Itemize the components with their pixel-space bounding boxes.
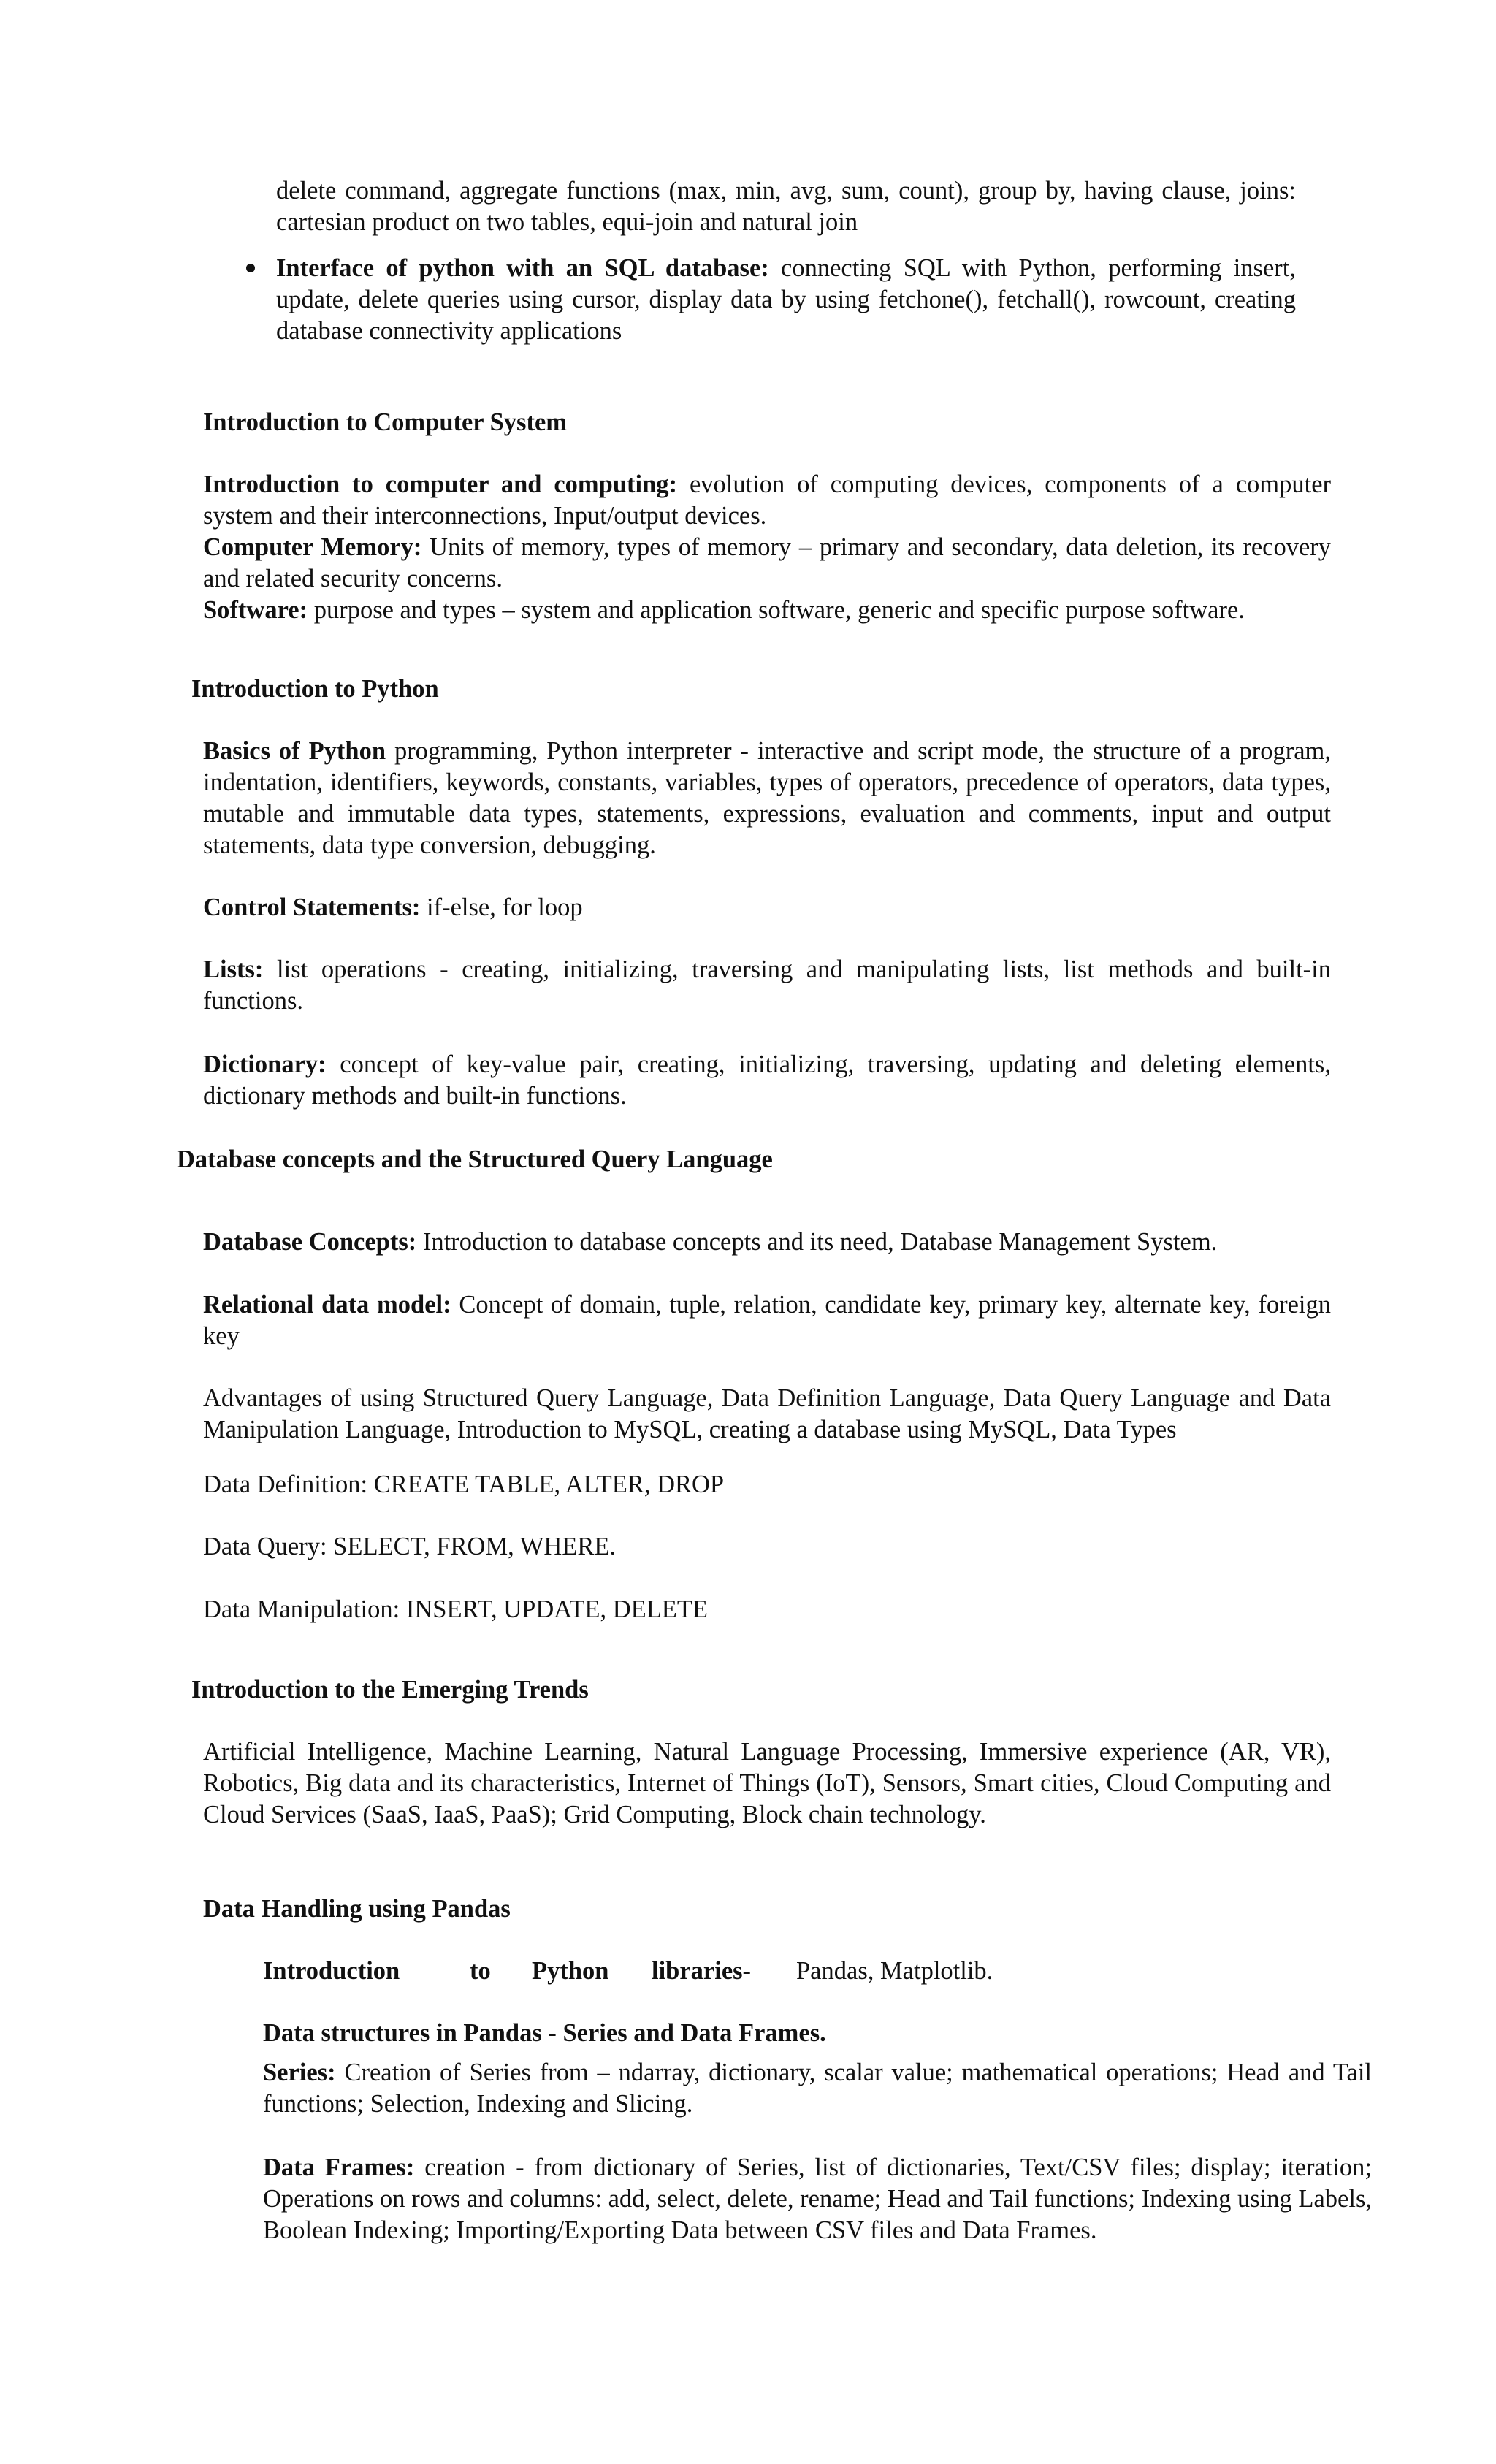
emerging-trends-paragraph: Artificial Intelligence, Machine Learning, Natural Language Processing, Immersive experience (AR, VR), Robotics, Big data and its characteristics, Internet of Things (IoT), Sensors, Smart cities, Cloud Computing and Cloud Services (SaaS, IaaS, PaaS); Grid Computing, Block chain technology. bbox=[203, 1738, 1331, 1828]
series-text: Creation of Series from – ndarray, dictionary, scalar value; mathematical operations; Head and Tail functions; Selection, Indexing and Slicing. bbox=[263, 2059, 1372, 2118]
emerging-trends-heading: Introduction to the Emerging Trends bbox=[191, 1676, 589, 1704]
intro-word-introduction: Introduction bbox=[263, 1957, 400, 1985]
python-libraries-intro bbox=[263, 1956, 1008, 1987]
intro-word-python: Python bbox=[532, 1957, 609, 1985]
lists-text: list operations - creating, initializing, traversing and manipulating lists, list methods and built-in functions. bbox=[203, 956, 1331, 1015]
database-heading: Database concepts and the Structured Query Language bbox=[177, 1145, 773, 1173]
data-frames-paragraph bbox=[263, 2152, 1372, 2246]
software-text: purpose and types – system and application software, generic and specific purpose software. bbox=[308, 596, 1245, 624]
relational-model-title: Relational data model: bbox=[203, 1291, 451, 1319]
series-paragraph bbox=[263, 2057, 1372, 2120]
dictionary-title: Dictionary: bbox=[203, 1050, 327, 1078]
python-basics-title: Basics of Python bbox=[203, 737, 386, 765]
computer-memory-title: Computer Memory: bbox=[203, 533, 422, 561]
data-frames-title: Data Frames: bbox=[263, 2154, 415, 2181]
python-heading: Introduction to Python bbox=[191, 675, 439, 703]
dictionary-text: concept of key-value pair, creating, initializing, traversing, updating and deleting elements, dictionary methods and built-in functions. bbox=[203, 1050, 1331, 1110]
database-concepts-text: Introduction to database concepts and its need, Database Management System. bbox=[416, 1228, 1218, 1256]
computer-memory-text: Units of memory, types of memory – primary and secondary, data deletion, its recovery and related security concerns. bbox=[203, 533, 1331, 592]
dictionary-paragraph bbox=[203, 1049, 1331, 1112]
python-basics-text: programming, Python interpreter - interactive and script mode, the structure of a program, indentation, identifiers, keywords, constants, variables, types of operators, precedence of operators, data types, mutable and immutable data types, statements, expressions, evaluation and comments, input and output statements, data type conversion, debugging. bbox=[203, 737, 1332, 859]
sql-topics-continuation: delete command, aggregate functions (max, min, avg, sum, count), group by, having clause, joins: cartesian product on two tables, equi-join and natural join bbox=[276, 177, 1296, 236]
database-concepts-paragraph bbox=[203, 1227, 1331, 1258]
intro-word-to: to bbox=[470, 1957, 491, 1985]
data-manipulation-line: Data Manipulation: INSERT, UPDATE, DELETE bbox=[203, 1595, 709, 1623]
intro-word-libraries: libraries- bbox=[652, 1957, 752, 1985]
computer-system-heading: Introduction to Computer System bbox=[203, 408, 568, 436]
control-statements-title: Control Statements: bbox=[203, 893, 421, 921]
python-sql-interface-item bbox=[276, 253, 1296, 347]
relational-model-text: Concept of domain, tuple, relation, candidate key, primary key, alternate key, foreign key bbox=[203, 1291, 1331, 1350]
bullet-icon bbox=[246, 264, 255, 272]
lists-paragraph bbox=[203, 954, 1331, 1017]
python-basics-paragraph bbox=[203, 736, 1331, 861]
database-concepts-title: Database Concepts: bbox=[203, 1228, 417, 1256]
data-frames-text: creation - from dictionary of Series, list of dictionaries, Text/CSV files; display; iteration; Operations on rows and columns: add, select, delete, rename; Head and Tail functions; Indexing using Labels, Boolean Indexing; Importing/Exporting Data between CSV files and Data Frames. bbox=[263, 2154, 1373, 2244]
pandas-structures-title: Data structures in Pandas - Series and Data Frames. bbox=[263, 2019, 826, 2047]
python-sql-interface-title: Interface of python with an SQL database: bbox=[276, 254, 769, 282]
python-sql-interface-text: connecting SQL with Python, performing insert, update, delete queries using cursor, display data by using fetchone(), fetchall(), rowcount, creating database connectivity applications bbox=[276, 254, 1296, 345]
python-libraries-list: Pandas, Matplotlib. bbox=[796, 1957, 993, 1985]
lists-title: Lists: bbox=[203, 956, 264, 983]
control-statements-text: if-else, for loop bbox=[420, 893, 583, 921]
series-title: Series: bbox=[263, 2059, 336, 2086]
computing-intro-title: Introduction to computer and computing: bbox=[203, 470, 678, 498]
relational-model-paragraph bbox=[203, 1289, 1331, 1352]
computer-system-content bbox=[203, 469, 1331, 626]
sql-advantages-paragraph: Advantages of using Structured Query Language, Data Definition Language, Data Query Language and Data Manipulation Language, Introduction to MySQL, creating a database using MySQL, Data Types bbox=[203, 1384, 1331, 1443]
data-query-line: Data Query: SELECT, FROM, WHERE. bbox=[203, 1533, 617, 1560]
pandas-heading: Data Handling using Pandas bbox=[203, 1895, 511, 1923]
data-definition-line: Data Definition: CREATE TABLE, ALTER, DROP bbox=[203, 1471, 725, 1498]
control-statements-paragraph bbox=[203, 892, 1331, 923]
computing-intro-text: evolution of computing devices, components of a computer system and their interconnections, Input/output devices. bbox=[203, 470, 1331, 530]
software-title: Software: bbox=[203, 596, 308, 624]
